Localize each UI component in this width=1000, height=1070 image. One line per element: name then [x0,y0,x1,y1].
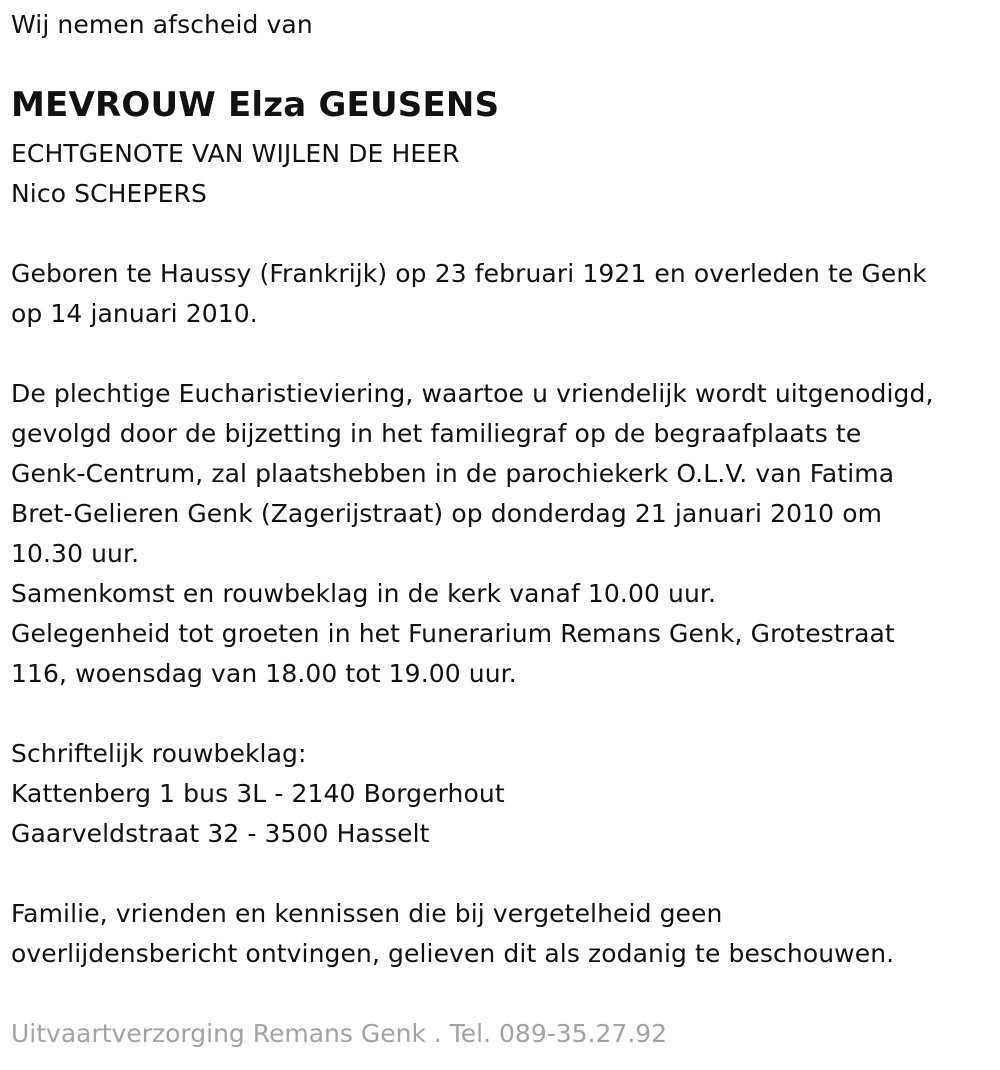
intro-text: Wij nemen afscheid van [11,10,313,39]
paragraph-line: Geboren te Haussy (Frankrijk) op 23 februari 1921 en overleden te Genk [11,259,927,288]
condolence-heading: Schriftelijk rouwbeklag: [11,739,307,768]
address-line: Gaarveldstraat 32 - 3500 Hasselt [11,819,430,848]
paragraph-line: Familie, vrienden en kennissen die bij vergetelheid geen [11,899,723,928]
paragraph-line: 10.30 uur. [11,539,140,568]
family-notice-paragraph [11,894,894,974]
deceased-name: MEVROUW Elza GEUSENS [11,85,500,125]
ceremony-paragraph [11,374,934,694]
gathering-line: Samenkomst en rouwbeklag in de kerk vanaf 10.00 uur. [11,579,717,608]
birth-death-paragraph [11,254,927,334]
paragraph-line: op 14 januari 2010. [11,299,258,328]
spouse-line-2: Nico SCHEPERS [11,179,207,208]
paragraph-line: 116, woensdag van 18.00 tot 19.00 uur. [11,659,517,688]
paragraph-line: gevolgd door de bijzetting in het familiegraf op de begraafplaats te [11,419,862,448]
paragraph-line: Gelegenheid tot groeten in het Funerarium Remans Genk, Grotestraat [11,619,895,648]
spouse-block [11,134,460,214]
paragraph-line: Bret-Gelieren Genk (Zagerijstraat) op donderdag 21 januari 2010 om [11,499,883,528]
paragraph-line: De plechtige Eucharistieviering, waartoe u vriendelijk wordt uitgenodigd, [11,379,934,408]
address-line: Kattenberg 1 bus 3L - 2140 Borgerhout [11,779,505,808]
paragraph-line: Genk-Centrum, zal plaatshebben in de parochiekerk O.L.V. van Fatima [11,459,895,488]
funeral-home-footer: Uitvaartverzorging Remans Genk . Tel. 089-35.27.92 [11,1019,668,1048]
condolence-addresses [11,734,505,854]
spouse-line-1: ECHTGENOTE VAN WIJLEN DE HEER [11,139,460,168]
paragraph-line: overlijdensbericht ontvingen, gelieven dit als zodanig te beschouwen. [11,939,895,968]
